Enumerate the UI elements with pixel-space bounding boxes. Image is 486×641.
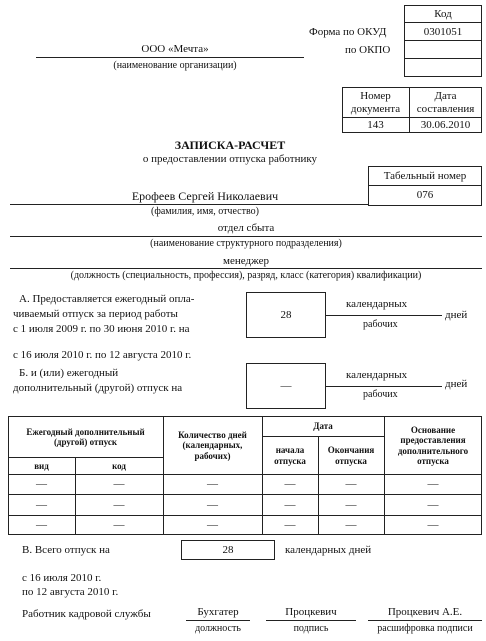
table-header-count: Количество дней (календарных, рабочих) [178,429,247,461]
okud-label: Форма по ОКУД [309,26,387,38]
section-v-from: с 16 июля 2010 г. [22,572,102,584]
org-caption: (наименование организации) [113,60,237,71]
section-a-unit-bottom: рабочих [363,319,398,330]
table-cell: — [345,478,357,491]
signature-sign-caption: подпись [293,623,329,634]
section-b-line1: Б. и (или) ежегодный [19,367,119,379]
section-b-days-word: дней [445,378,468,390]
position-caption: (должность (специальность, профессия), разряд, класс (категория) квалификации) [70,270,422,281]
position: менеджер [223,255,269,267]
signature-decoding: Процкевич А.Е. [387,606,463,618]
table-cell: — [113,498,125,511]
tab-number: 076 [416,189,434,202]
section-a-days: 28 [280,308,292,321]
section-a-line1: А. Предоставляется ежегодный опла- [19,293,195,305]
section-b-days: — [280,379,292,392]
doc-date-label: Дата составления [416,89,475,115]
employee-name: Ерофеев Сергей Николаевич [131,189,279,203]
signature-position-caption: должность [195,623,241,634]
okpo-label: по ОКПО [345,44,391,56]
employee-name-caption: (фамилия, имя, отчество) [151,206,259,217]
department-caption: (наименование структурного подразделения) [150,238,342,249]
department: отдел сбыта [217,222,275,234]
table-cell: — [207,478,218,491]
table-cell: — [345,498,357,511]
signature-label: Работник кадровой службы [22,608,151,620]
table-cell: — [113,519,125,532]
table-cell: — [427,519,439,532]
table-header-kind: вид [34,460,49,471]
section-v-to: по 12 августа 2010 г. [22,586,119,598]
tab-number-label: Табельный номер [383,169,467,182]
table-cell: — [427,478,439,491]
okud-value: 0301051 [423,26,463,38]
page-title: ЗАПИСКА-РАСЧЕТ [174,138,286,152]
doc-number-label: Номер документа [350,89,401,115]
section-a-period: с 16 июля 2010 г. по 12 августа 2010 г. [13,349,192,361]
signature-position: Бухгатер [197,606,239,618]
section-a-days-word: дней [445,309,468,321]
section-a-unit-top: календарных [346,298,408,310]
table-cell: — [36,519,47,532]
table-cell: — [36,478,47,491]
section-b-line2: дополнительный (другой) отпуск на [13,382,183,394]
page-subtitle: о предоставлении отпуска работнику [142,153,318,165]
table-header-basis: Основание предоставления дополнительного отпуска [397,424,469,466]
table-cell: — [284,519,296,532]
table-header-type: Ежегодный дополнительный (другой) отпуск [26,426,145,447]
doc-number: 143 [367,119,384,132]
table-cell: — [427,498,439,511]
section-v-days: 28 [222,543,234,556]
org-name: ООО «Мечта» [141,43,209,55]
doc-date: 30.06.2010 [420,119,471,132]
table-cell: — [207,519,218,532]
signature-sign: Процкевич [285,606,337,618]
table-cell: — [284,498,296,511]
section-a-line2: чиваемый отпуск за период работы [13,308,178,320]
section-b-unit-bottom: рабочих [363,389,398,400]
table-cell: — [207,498,218,511]
table-header-date: Дата [313,421,333,432]
section-v-label: В. Всего отпуск на [22,544,110,556]
signature-decoding-caption: расшифровка подписи [377,623,473,634]
table-cell: — [113,478,125,491]
table-cell: — [345,519,357,532]
table-header-end: Окончания отпуска [327,445,375,466]
section-v-unit: календарных дней [285,544,372,556]
section-b-unit-top: календарных [346,369,408,381]
table-cell: — [36,498,47,511]
section-a-line3: с 1 июля 2009 г. по 30 июня 2010 г. на [13,323,190,335]
table-cell: — [284,478,296,491]
table-header-start: начала отпуска [274,445,306,466]
code-label: Код [434,8,452,20]
table-header-code: код [112,460,126,471]
